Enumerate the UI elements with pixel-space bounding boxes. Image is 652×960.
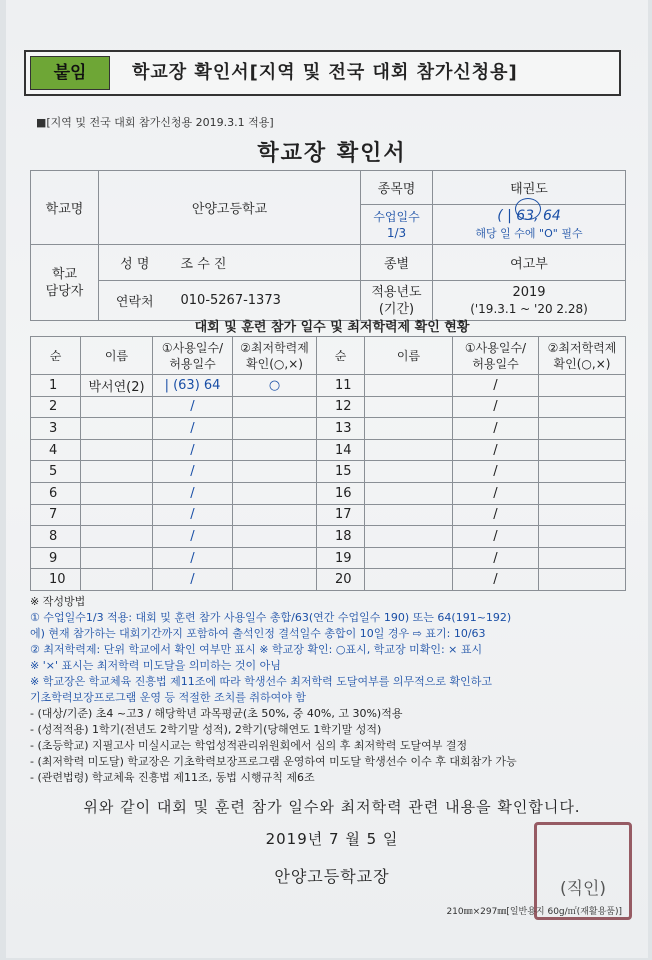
row-used-2: /: [453, 547, 539, 569]
note-line: - (관련법령) 학교체육 진흥법 제11조, 동법 시행규칙 제6조: [30, 771, 315, 784]
row-name-2: [365, 482, 453, 504]
row-no-2: 14: [317, 439, 365, 461]
note-line: 기초학력보장프로그램 운영 등 적절한 조치를 취하여야 함: [30, 691, 307, 704]
table-row: [31, 439, 626, 461]
row-used-2: /: [453, 375, 539, 397]
row-min-2: [539, 375, 626, 397]
row-min-2: [539, 547, 626, 569]
note-line: - (초등학교) 지필고사 미실시교는 학업성적관리위원회에서 심의 후 최저학력 도달여부 결정: [30, 739, 468, 752]
row-no: 8: [31, 526, 81, 548]
row-min: [233, 482, 317, 504]
col-name: 이름: [81, 337, 153, 375]
table-row: [31, 504, 626, 526]
note-line: ① 수업일수1/3 적용: 대회 및 훈련 참가 사용일수 총합/63(연간 수업일수 190) 또는 64(191~192): [30, 611, 512, 624]
row-name: [81, 418, 153, 440]
row-no-2: 17: [317, 504, 365, 526]
row-name-2: [365, 396, 453, 418]
row-min-2: [539, 482, 626, 504]
row-no: 7: [31, 504, 81, 526]
row-name-2: [365, 461, 453, 483]
document-page: [6, 0, 648, 958]
row-used: /: [153, 569, 233, 591]
confirm-text: 위와 같이 대회 및 훈련 참가 일수와 최저학력 관련 내용을 확인합니다.: [83, 798, 581, 816]
name-label: 성 명: [99, 245, 171, 281]
school-label: 학교명: [31, 171, 99, 245]
row-no-2: 11: [317, 375, 365, 397]
row-min-2: [539, 569, 626, 591]
row-used: /: [153, 482, 233, 504]
row-used: /: [153, 418, 233, 440]
row-min-2: [539, 526, 626, 548]
table-row: [31, 526, 626, 548]
row-name-2: [365, 526, 453, 548]
applied-note: ■[지역 및 전국 대회 참가신청용 2019.3.1 적용]: [36, 116, 274, 129]
circle-mark-icon: [515, 198, 541, 220]
table-row: [31, 396, 626, 418]
row-min: [233, 547, 317, 569]
event-value: 태권도: [433, 171, 626, 205]
col-used: ①사용일수/ 허용일수: [153, 337, 233, 375]
seal-label: (직인): [559, 879, 607, 899]
row-name-2: [365, 504, 453, 526]
days-value: ( | 63, 64: [497, 207, 561, 224]
note-line: ※ 학교장은 학교체육 진흥법 제11조에 따라 학생선수 최저학력 도달여부를 의무적으로 확인하고: [30, 675, 492, 688]
row-used-2: /: [453, 439, 539, 461]
row-name: [81, 396, 153, 418]
row-no: 10: [31, 569, 81, 591]
status-table: [30, 336, 626, 591]
staff-name: 조 수 진: [171, 245, 361, 281]
note-line: ※ '×' 표시는 최저학력 미도달을 의미하는 것이 아님: [30, 659, 281, 672]
table-row: [31, 482, 626, 504]
row-name: [81, 461, 153, 483]
row-name: 박서연(2): [81, 375, 153, 397]
note-line: - (대상/기준) 초4 ~고3 / 해당학년 과목평균(초 50%, 중 40%, 고 30%)적용: [30, 707, 403, 720]
col-name-2: 이름: [365, 337, 453, 375]
col-no-2: 순: [317, 337, 365, 375]
row-min: [233, 418, 317, 440]
notes-heading: ※ 작성방법: [30, 595, 86, 608]
row-no-2: 16: [317, 482, 365, 504]
row-no-2: 19: [317, 547, 365, 569]
row-no-2: 20: [317, 569, 365, 591]
paper-spec: 210㎜×297㎜[일반용지 60g/㎡(재활용품)]: [446, 907, 622, 917]
row-min: [233, 526, 317, 548]
attachment-badge: 붙임: [30, 56, 110, 90]
event-label: 종목명: [361, 171, 433, 205]
status-title: 대회 및 훈련 참가 일수 및 최저학력제 확인 현황: [194, 320, 470, 335]
row-used-2: /: [453, 569, 539, 591]
row-min: [233, 439, 317, 461]
info-table: [30, 170, 626, 321]
staff-label: 학교 담당자: [31, 245, 99, 321]
row-used-2: /: [453, 526, 539, 548]
row-min: ○: [233, 375, 317, 397]
row-no: 9: [31, 547, 81, 569]
row-used: /: [153, 461, 233, 483]
row-no-2: 12: [317, 396, 365, 418]
row-name: [81, 504, 153, 526]
row-name-2: [365, 547, 453, 569]
row-no-2: 13: [317, 418, 365, 440]
row-name-2: [365, 439, 453, 461]
row-used-2: /: [453, 396, 539, 418]
note-line: ② 최저학력제: 단위 학교에서 확인 여부만 표시 ※ 학교장 확인: ○표시, 학교장 미확인: × 표시: [30, 643, 483, 656]
year-range: ('19.3.1 ~ '20 2.28): [470, 301, 588, 316]
row-min-2: [539, 504, 626, 526]
document-title: 학교장 확인서: [257, 141, 407, 166]
row-used-2: /: [453, 461, 539, 483]
row-min-2: [539, 418, 626, 440]
row-no: 3: [31, 418, 81, 440]
row-no: 6: [31, 482, 81, 504]
type-label: 종별: [361, 245, 433, 281]
row-min: [233, 569, 317, 591]
row-no: 4: [31, 439, 81, 461]
row-used: /: [153, 547, 233, 569]
table-row: [31, 375, 626, 397]
contact-label: 연락처: [99, 281, 171, 321]
col-min: ②최저학력제 확인(○,×): [233, 337, 317, 375]
row-name: [81, 482, 153, 504]
row-min: [233, 504, 317, 526]
row-used: /: [153, 396, 233, 418]
row-no: 1: [31, 375, 81, 397]
type-value: 여고부: [433, 245, 626, 281]
days-label: 수업일수 1/3: [361, 205, 433, 245]
col-min-2: ②최저학력제 확인(○,×): [539, 337, 626, 375]
contact-value: 010-5267-1373: [171, 281, 361, 321]
row-name-2: [365, 569, 453, 591]
col-used-2: ①사용일수/ 허용일수: [453, 337, 539, 375]
row-no: 5: [31, 461, 81, 483]
date: 2019년 7 월 5 일: [265, 830, 399, 848]
row-name-2: [365, 418, 453, 440]
note-line: - (성적적용) 1학기(전년도 2학기말 성적), 2학기(당해연도 1학기말 성적): [30, 723, 382, 736]
row-used: | (63) 64: [153, 375, 233, 397]
year-value: 2019: [512, 284, 546, 300]
header-title: 학교장 확인서[지역 및 전국 대회 참가신청용]: [132, 62, 518, 83]
row-used: /: [153, 439, 233, 461]
row-name: [81, 547, 153, 569]
table-row: [31, 547, 626, 569]
row-used: /: [153, 504, 233, 526]
note-line: - (최저학력 미도달) 학교장은 기초학력보장프로그램 운영하여 미도달 학생선수 이수 후 대회참가 가능: [30, 755, 517, 768]
row-no-2: 18: [317, 526, 365, 548]
row-name: [81, 569, 153, 591]
school-name: 안양고등학교: [99, 171, 361, 245]
year-cell: [433, 281, 626, 321]
row-min-2: [539, 439, 626, 461]
row-min: [233, 396, 317, 418]
row-name-2: [365, 375, 453, 397]
table-row: [31, 569, 626, 591]
row-min-2: [539, 461, 626, 483]
table-row: [31, 418, 626, 440]
row-min: [233, 461, 317, 483]
year-label: 적용년도 (기간): [361, 281, 433, 321]
row-no: 2: [31, 396, 81, 418]
row-used-2: /: [453, 418, 539, 440]
row-used-2: /: [453, 504, 539, 526]
principal: 안양고등학교장: [274, 867, 390, 886]
note-line: 에) 현재 참가하는 대회기간까지 포함하여 출석인정 결석일수 총합이 10일 경우 ⇨ 표기: 10/63: [30, 627, 486, 640]
row-min-2: [539, 396, 626, 418]
table-row: [31, 461, 626, 483]
row-name: [81, 526, 153, 548]
col-no: 순: [31, 337, 81, 375]
row-used-2: /: [453, 482, 539, 504]
row-no-2: 15: [317, 461, 365, 483]
days-hint: 해당 일 수에 "O" 필수: [475, 226, 583, 240]
row-name: [81, 439, 153, 461]
row-used: /: [153, 526, 233, 548]
